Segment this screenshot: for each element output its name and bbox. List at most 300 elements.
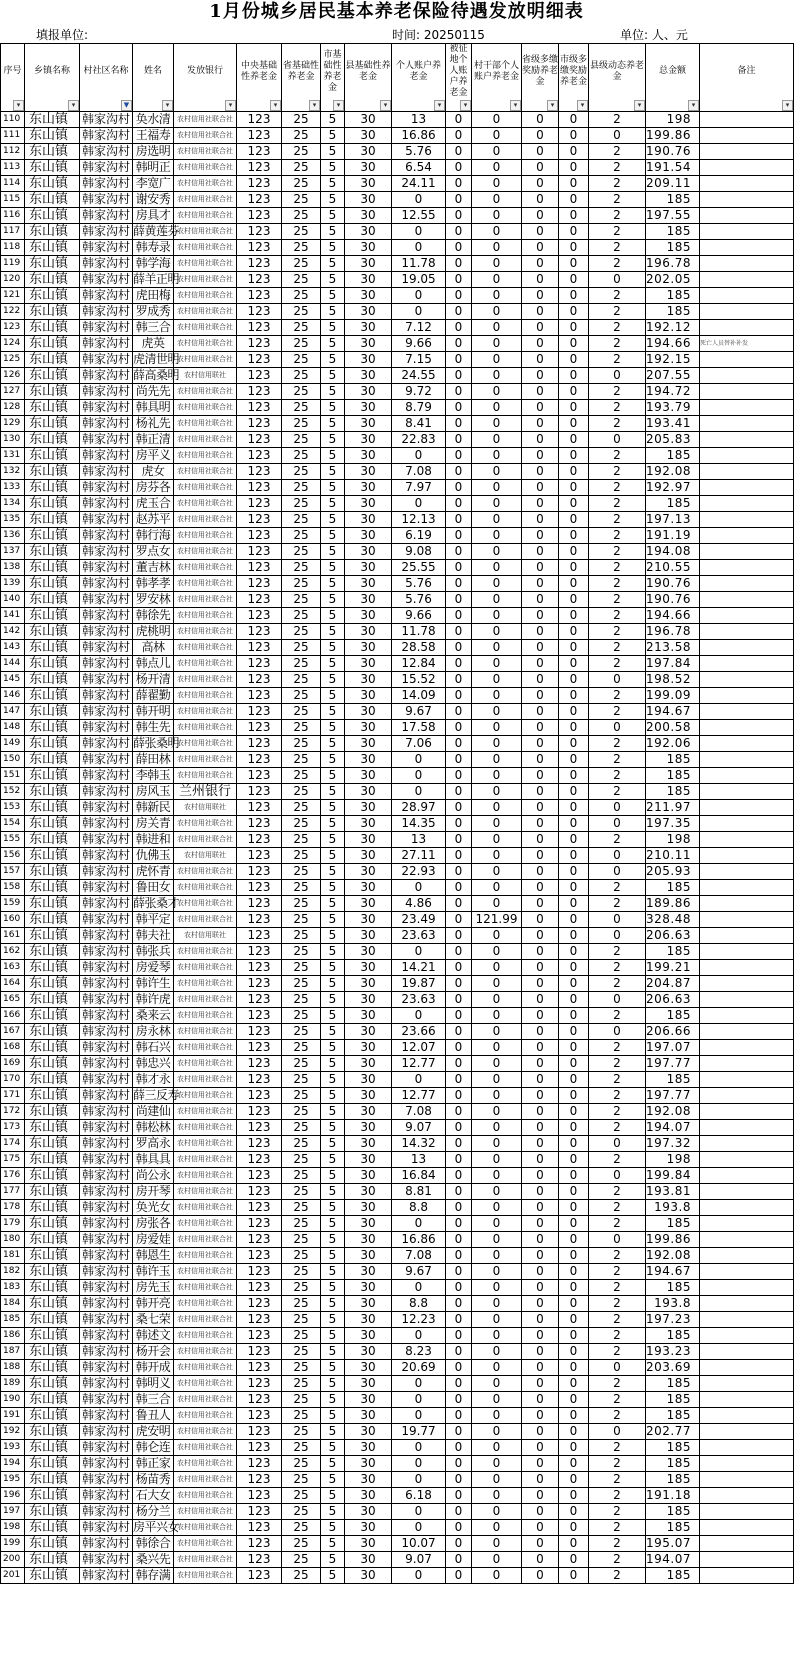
central-pension[interactable]: 123: [237, 400, 282, 416]
total-amount[interactable]: 210.11: [646, 848, 700, 864]
city-bonus[interactable]: 0: [559, 112, 589, 128]
city-pension[interactable]: 5: [321, 656, 345, 672]
cadre-account[interactable]: 0: [472, 1520, 522, 1536]
total-amount[interactable]: 213.58: [646, 640, 700, 656]
total-amount[interactable]: 185: [646, 1328, 700, 1344]
city-bonus[interactable]: 0: [559, 1232, 589, 1248]
village-name[interactable]: 韩家沟村: [80, 1040, 133, 1056]
county-dynamic[interactable]: 2: [589, 560, 646, 576]
remark[interactable]: [700, 320, 794, 336]
remark[interactable]: [700, 1328, 794, 1344]
county-dynamic[interactable]: 2: [589, 1280, 646, 1296]
county-dynamic[interactable]: 2: [589, 1312, 646, 1328]
cadre-account[interactable]: 0: [472, 1568, 522, 1584]
remark[interactable]: [700, 224, 794, 240]
personal-account[interactable]: 6.19: [392, 528, 446, 544]
town-name[interactable]: 东山镇: [25, 480, 80, 496]
person-name[interactable]: 桑兴先: [133, 1552, 174, 1568]
county-pension[interactable]: 30: [345, 1312, 392, 1328]
village-name[interactable]: 韩家沟村: [80, 384, 133, 400]
city-bonus[interactable]: 0: [559, 944, 589, 960]
town-name[interactable]: 东山镇: [25, 1344, 80, 1360]
personal-account[interactable]: 12.55: [392, 208, 446, 224]
remark[interactable]: [700, 400, 794, 416]
county-dynamic[interactable]: 2: [589, 1184, 646, 1200]
county-pension[interactable]: 30: [345, 1360, 392, 1376]
person-name[interactable]: 韩具具: [133, 1152, 174, 1168]
city-bonus[interactable]: 0: [559, 672, 589, 688]
province-pension[interactable]: 25: [282, 928, 321, 944]
row-number[interactable]: 169: [1, 1056, 25, 1072]
total-amount[interactable]: 206.63: [646, 992, 700, 1008]
central-pension[interactable]: 123: [237, 1040, 282, 1056]
remark[interactable]: [700, 1504, 794, 1520]
central-pension[interactable]: 123: [237, 1008, 282, 1024]
row-number[interactable]: 153: [1, 800, 25, 816]
personal-account[interactable]: 0: [392, 1280, 446, 1296]
total-amount[interactable]: 198: [646, 832, 700, 848]
bank-name[interactable]: 农村信用联社: [174, 368, 237, 384]
person-name[interactable]: 韩具明: [133, 400, 174, 416]
city-bonus[interactable]: 0: [559, 1312, 589, 1328]
cadre-account[interactable]: 0: [472, 608, 522, 624]
land-account[interactable]: 0: [446, 1328, 472, 1344]
bank-name[interactable]: 农村信用社联合社: [174, 400, 237, 416]
town-name[interactable]: 东山镇: [25, 160, 80, 176]
province-pension[interactable]: 25: [282, 1008, 321, 1024]
city-pension[interactable]: 5: [321, 224, 345, 240]
personal-account[interactable]: 15.52: [392, 672, 446, 688]
person-name[interactable]: 李韩玉: [133, 768, 174, 784]
village-name[interactable]: 韩家沟村: [80, 864, 133, 880]
city-pension[interactable]: 5: [321, 288, 345, 304]
province-bonus[interactable]: 0: [522, 1296, 559, 1312]
city-bonus[interactable]: 0: [559, 1120, 589, 1136]
personal-account[interactable]: 0: [392, 288, 446, 304]
province-bonus[interactable]: 0: [522, 240, 559, 256]
province-bonus[interactable]: 0: [522, 1248, 559, 1264]
personal-account[interactable]: 8.8: [392, 1296, 446, 1312]
province-pension[interactable]: 25: [282, 912, 321, 928]
town-name[interactable]: 东山镇: [25, 1504, 80, 1520]
city-bonus[interactable]: 0: [559, 1184, 589, 1200]
city-bonus[interactable]: 0: [559, 1216, 589, 1232]
total-amount[interactable]: 194.72: [646, 384, 700, 400]
county-dynamic[interactable]: 0: [589, 1232, 646, 1248]
city-bonus[interactable]: 0: [559, 288, 589, 304]
village-name[interactable]: 韩家沟村: [80, 992, 133, 1008]
bank-name[interactable]: 农村信用社联合社: [174, 304, 237, 320]
county-dynamic[interactable]: 2: [589, 1104, 646, 1120]
central-pension[interactable]: 123: [237, 1200, 282, 1216]
personal-account[interactable]: 7.06: [392, 736, 446, 752]
personal-account[interactable]: 19.87: [392, 976, 446, 992]
city-pension[interactable]: 5: [321, 1280, 345, 1296]
person-name[interactable]: 韩平定: [133, 912, 174, 928]
village-name[interactable]: 韩家沟村: [80, 480, 133, 496]
county-dynamic[interactable]: 2: [589, 1504, 646, 1520]
personal-account[interactable]: 9.08: [392, 544, 446, 560]
city-bonus[interactable]: 0: [559, 688, 589, 704]
person-name[interactable]: 房关青: [133, 816, 174, 832]
personal-account[interactable]: 25.55: [392, 560, 446, 576]
town-name[interactable]: 东山镇: [25, 672, 80, 688]
total-amount[interactable]: 196.78: [646, 624, 700, 640]
county-pension[interactable]: 30: [345, 272, 392, 288]
total-amount[interactable]: 193.81: [646, 1184, 700, 1200]
cadre-account[interactable]: 0: [472, 1216, 522, 1232]
total-amount[interactable]: 194.67: [646, 1264, 700, 1280]
land-account[interactable]: 0: [446, 544, 472, 560]
land-account[interactable]: 0: [446, 1248, 472, 1264]
city-bonus[interactable]: 0: [559, 704, 589, 720]
central-pension[interactable]: 123: [237, 384, 282, 400]
village-name[interactable]: 韩家沟村: [80, 544, 133, 560]
remark[interactable]: [700, 304, 794, 320]
person-name[interactable]: 房芬各: [133, 480, 174, 496]
bank-name[interactable]: 农村信用社联合社: [174, 1488, 237, 1504]
county-pension[interactable]: 30: [345, 1552, 392, 1568]
total-amount[interactable]: 191.18: [646, 1488, 700, 1504]
remark[interactable]: [700, 816, 794, 832]
town-name[interactable]: 东山镇: [25, 1168, 80, 1184]
personal-account[interactable]: 23.63: [392, 992, 446, 1008]
county-pension[interactable]: 30: [345, 656, 392, 672]
county-pension[interactable]: 30: [345, 1440, 392, 1456]
person-name[interactable]: 韩张兵: [133, 944, 174, 960]
province-pension[interactable]: 25: [282, 112, 321, 128]
village-name[interactable]: 韩家沟村: [80, 704, 133, 720]
village-name[interactable]: 韩家沟村: [80, 224, 133, 240]
total-amount[interactable]: 197.55: [646, 208, 700, 224]
city-pension[interactable]: 5: [321, 1008, 345, 1024]
province-bonus[interactable]: 0: [522, 1040, 559, 1056]
county-dynamic[interactable]: 2: [589, 1200, 646, 1216]
village-name[interactable]: 韩家沟村: [80, 528, 133, 544]
town-name[interactable]: 东山镇: [25, 1456, 80, 1472]
person-name[interactable]: 薛翟勤: [133, 688, 174, 704]
county-pension[interactable]: 30: [345, 528, 392, 544]
village-name[interactable]: 韩家沟村: [80, 1568, 133, 1584]
province-bonus[interactable]: 0: [522, 624, 559, 640]
cadre-account[interactable]: 0: [472, 192, 522, 208]
province-pension[interactable]: 25: [282, 1408, 321, 1424]
town-name[interactable]: 东山镇: [25, 496, 80, 512]
province-bonus[interactable]: 0: [522, 608, 559, 624]
city-pension[interactable]: 5: [321, 352, 345, 368]
city-pension[interactable]: 5: [321, 1104, 345, 1120]
central-pension[interactable]: 123: [237, 656, 282, 672]
person-name[interactable]: 杨分兰: [133, 1504, 174, 1520]
province-pension[interactable]: 25: [282, 560, 321, 576]
remark[interactable]: [700, 1568, 794, 1584]
village-name[interactable]: 韩家沟村: [80, 1328, 133, 1344]
town-name[interactable]: 东山镇: [25, 1264, 80, 1280]
county-dynamic[interactable]: 2: [589, 1296, 646, 1312]
town-name[interactable]: 东山镇: [25, 256, 80, 272]
province-pension[interactable]: 25: [282, 128, 321, 144]
remark[interactable]: [700, 1216, 794, 1232]
province-pension[interactable]: 25: [282, 784, 321, 800]
city-bonus[interactable]: 0: [559, 1280, 589, 1296]
bank-name[interactable]: 农村信用社联合社: [174, 1376, 237, 1392]
central-pension[interactable]: 123: [237, 1136, 282, 1152]
bank-name[interactable]: 农村信用社联合社: [174, 176, 237, 192]
person-name[interactable]: 韩正家: [133, 1456, 174, 1472]
province-pension[interactable]: 25: [282, 1504, 321, 1520]
county-pension[interactable]: 30: [345, 1280, 392, 1296]
village-name[interactable]: 韩家沟村: [80, 1184, 133, 1200]
central-pension[interactable]: 123: [237, 1408, 282, 1424]
cadre-account[interactable]: 0: [472, 1040, 522, 1056]
county-dynamic[interactable]: 0: [589, 368, 646, 384]
total-amount[interactable]: 199.86: [646, 1232, 700, 1248]
county-pension[interactable]: 30: [345, 400, 392, 416]
total-amount[interactable]: 192.97: [646, 480, 700, 496]
province-pension[interactable]: 25: [282, 1488, 321, 1504]
central-pension[interactable]: 123: [237, 1184, 282, 1200]
province-bonus[interactable]: 0: [522, 896, 559, 912]
city-pension[interactable]: 5: [321, 976, 345, 992]
city-bonus[interactable]: 0: [559, 144, 589, 160]
county-pension[interactable]: 30: [345, 1344, 392, 1360]
row-number[interactable]: 199: [1, 1536, 25, 1552]
filter-dropdown-icon[interactable]: ▾: [270, 100, 281, 111]
county-dynamic[interactable]: 2: [589, 1056, 646, 1072]
city-bonus[interactable]: 0: [559, 336, 589, 352]
total-amount[interactable]: 200.58: [646, 720, 700, 736]
person-name[interactable]: 韩新民: [133, 800, 174, 816]
city-pension[interactable]: 5: [321, 736, 345, 752]
city-pension[interactable]: 5: [321, 832, 345, 848]
bank-name[interactable]: 农村信用社联合社: [174, 240, 237, 256]
total-amount[interactable]: 185: [646, 1408, 700, 1424]
land-account[interactable]: 0: [446, 128, 472, 144]
town-name[interactable]: 东山镇: [25, 720, 80, 736]
cadre-account[interactable]: 0: [472, 368, 522, 384]
person-name[interactable]: 韩开明: [133, 704, 174, 720]
county-dynamic[interactable]: 2: [589, 144, 646, 160]
central-pension[interactable]: 123: [237, 464, 282, 480]
land-account[interactable]: 0: [446, 1456, 472, 1472]
city-bonus[interactable]: 0: [559, 192, 589, 208]
city-pension[interactable]: 5: [321, 1024, 345, 1040]
village-name[interactable]: 韩家沟村: [80, 640, 133, 656]
county-dynamic[interactable]: 2: [589, 192, 646, 208]
cadre-account[interactable]: 0: [472, 1424, 522, 1440]
city-pension[interactable]: 5: [321, 384, 345, 400]
village-name[interactable]: 韩家沟村: [80, 176, 133, 192]
town-name[interactable]: 东山镇: [25, 416, 80, 432]
central-pension[interactable]: 123: [237, 704, 282, 720]
personal-account[interactable]: 0: [392, 1456, 446, 1472]
province-bonus[interactable]: 0: [522, 1168, 559, 1184]
bank-name[interactable]: 农村信用社联合社: [174, 1024, 237, 1040]
village-name[interactable]: 韩家沟村: [80, 1120, 133, 1136]
province-pension[interactable]: 25: [282, 624, 321, 640]
province-bonus[interactable]: 0: [522, 1392, 559, 1408]
city-pension[interactable]: 5: [321, 1040, 345, 1056]
land-account[interactable]: 0: [446, 592, 472, 608]
total-amount[interactable]: 185: [646, 192, 700, 208]
total-amount[interactable]: 202.05: [646, 272, 700, 288]
village-name[interactable]: 韩家沟村: [80, 1072, 133, 1088]
cadre-account[interactable]: 0: [472, 944, 522, 960]
personal-account[interactable]: 24.55: [392, 368, 446, 384]
province-pension[interactable]: 25: [282, 1184, 321, 1200]
province-bonus[interactable]: 0: [522, 368, 559, 384]
total-amount[interactable]: 185: [646, 1456, 700, 1472]
cadre-account[interactable]: 0: [472, 144, 522, 160]
remark[interactable]: [700, 1136, 794, 1152]
central-pension[interactable]: 123: [237, 1312, 282, 1328]
person-name[interactable]: 房风玉: [133, 784, 174, 800]
remark[interactable]: [700, 112, 794, 128]
county-dynamic[interactable]: 2: [589, 1456, 646, 1472]
province-pension[interactable]: 25: [282, 608, 321, 624]
county-dynamic[interactable]: 0: [589, 928, 646, 944]
personal-account[interactable]: 12.07: [392, 1040, 446, 1056]
bank-name[interactable]: 农村信用社联合社: [174, 624, 237, 640]
remark[interactable]: [700, 880, 794, 896]
total-amount[interactable]: 205.93: [646, 864, 700, 880]
county-pension[interactable]: 30: [345, 448, 392, 464]
person-name[interactable]: 薛黄莲芬: [133, 224, 180, 238]
personal-account[interactable]: 8.81: [392, 1184, 446, 1200]
county-pension[interactable]: 30: [345, 112, 392, 128]
person-name[interactable]: 薛三反寿: [133, 1088, 180, 1102]
central-pension[interactable]: 123: [237, 800, 282, 816]
bank-name[interactable]: 农村信用社联合社: [174, 704, 237, 720]
row-number[interactable]: 168: [1, 1040, 25, 1056]
city-pension[interactable]: 5: [321, 416, 345, 432]
province-bonus[interactable]: 0: [522, 320, 559, 336]
total-amount[interactable]: 205.83: [646, 432, 700, 448]
city-pension[interactable]: 5: [321, 112, 345, 128]
province-bonus[interactable]: 0: [522, 400, 559, 416]
total-amount[interactable]: 199.21: [646, 960, 700, 976]
personal-account[interactable]: 28.58: [392, 640, 446, 656]
bank-name[interactable]: 农村信用社联合社: [174, 336, 237, 352]
cadre-account[interactable]: 0: [472, 896, 522, 912]
city-bonus[interactable]: 0: [559, 560, 589, 576]
land-account[interactable]: 0: [446, 1040, 472, 1056]
land-account[interactable]: 0: [446, 1264, 472, 1280]
province-bonus[interactable]: 0: [522, 864, 559, 880]
city-pension[interactable]: 5: [321, 672, 345, 688]
row-number[interactable]: 161: [1, 928, 25, 944]
cadre-account[interactable]: 0: [472, 256, 522, 272]
land-account[interactable]: 0: [446, 624, 472, 640]
personal-account[interactable]: 20.69: [392, 1360, 446, 1376]
central-pension[interactable]: 123: [237, 240, 282, 256]
village-name[interactable]: 韩家沟村: [80, 912, 133, 928]
province-pension[interactable]: 25: [282, 864, 321, 880]
bank-name[interactable]: 农村信用社联合社: [174, 1312, 237, 1328]
town-name[interactable]: 东山镇: [25, 144, 80, 160]
county-pension[interactable]: 30: [345, 224, 392, 240]
county-pension[interactable]: 30: [345, 1168, 392, 1184]
land-account[interactable]: 0: [446, 480, 472, 496]
person-name[interactable]: 韩明正: [133, 160, 174, 176]
bank-name[interactable]: 农村信用社联合社: [174, 288, 237, 304]
county-dynamic[interactable]: 0: [589, 1424, 646, 1440]
personal-account[interactable]: 0: [392, 1440, 446, 1456]
county-dynamic[interactable]: 2: [589, 784, 646, 800]
bank-name[interactable]: 农村信用社联合社: [174, 1328, 237, 1344]
bank-name[interactable]: 农村信用社联合社: [174, 432, 237, 448]
person-name[interactable]: 石大女: [133, 1488, 174, 1504]
city-bonus[interactable]: 0: [559, 432, 589, 448]
city-bonus[interactable]: 0: [559, 1152, 589, 1168]
remark[interactable]: [700, 1296, 794, 1312]
personal-account[interactable]: 0: [392, 1472, 446, 1488]
cadre-account[interactable]: 0: [472, 800, 522, 816]
remark[interactable]: [700, 448, 794, 464]
remark[interactable]: [700, 528, 794, 544]
town-name[interactable]: 东山镇: [25, 272, 80, 288]
person-name[interactable]: 虎怀青: [133, 864, 174, 880]
county-dynamic[interactable]: 0: [589, 1024, 646, 1040]
city-pension[interactable]: 5: [321, 1248, 345, 1264]
cadre-account[interactable]: 0: [472, 1360, 522, 1376]
village-name[interactable]: 韩家沟村: [80, 1392, 133, 1408]
province-bonus[interactable]: 0: [522, 192, 559, 208]
town-name[interactable]: 东山镇: [25, 1568, 80, 1584]
village-name[interactable]: 韩家沟村: [80, 576, 133, 592]
province-pension[interactable]: 25: [282, 672, 321, 688]
central-pension[interactable]: 123: [237, 896, 282, 912]
county-dynamic[interactable]: 0: [589, 800, 646, 816]
filter-dropdown-icon[interactable]: ▾: [225, 100, 236, 111]
city-bonus[interactable]: 0: [559, 576, 589, 592]
town-name[interactable]: 东山镇: [25, 1488, 80, 1504]
total-amount[interactable]: 193.8: [646, 1296, 700, 1312]
personal-account[interactable]: 7.15: [392, 352, 446, 368]
total-amount[interactable]: 185: [646, 288, 700, 304]
county-pension[interactable]: 30: [345, 1568, 392, 1584]
personal-account[interactable]: 9.66: [392, 608, 446, 624]
land-account[interactable]: 0: [446, 176, 472, 192]
row-number[interactable]: 172: [1, 1104, 25, 1120]
province-pension[interactable]: 25: [282, 352, 321, 368]
central-pension[interactable]: 123: [237, 1232, 282, 1248]
town-name[interactable]: 东山镇: [25, 1312, 80, 1328]
province-pension[interactable]: 25: [282, 1392, 321, 1408]
land-account[interactable]: 0: [446, 1216, 472, 1232]
bank-name[interactable]: 农村信用社联合社: [174, 1520, 237, 1536]
cadre-account[interactable]: 0: [472, 128, 522, 144]
land-account[interactable]: 0: [446, 1312, 472, 1328]
county-pension[interactable]: 30: [345, 1056, 392, 1072]
total-amount[interactable]: 185: [646, 1472, 700, 1488]
village-name[interactable]: 韩家沟村: [80, 1168, 133, 1184]
town-name[interactable]: 东山镇: [25, 1200, 80, 1216]
central-pension[interactable]: 123: [237, 1424, 282, 1440]
cadre-account[interactable]: 0: [472, 1344, 522, 1360]
county-pension[interactable]: 30: [345, 1408, 392, 1424]
city-pension[interactable]: 5: [321, 912, 345, 928]
province-bonus[interactable]: 0: [522, 512, 559, 528]
land-account[interactable]: 0: [446, 1536, 472, 1552]
personal-account[interactable]: 9.07: [392, 1552, 446, 1568]
cadre-account[interactable]: 0: [472, 1552, 522, 1568]
province-bonus[interactable]: 0: [522, 640, 559, 656]
city-bonus[interactable]: 0: [559, 800, 589, 816]
province-bonus[interactable]: 0: [522, 1136, 559, 1152]
county-dynamic[interactable]: 2: [589, 320, 646, 336]
filter-dropdown-icon[interactable]: ▾: [162, 100, 173, 111]
